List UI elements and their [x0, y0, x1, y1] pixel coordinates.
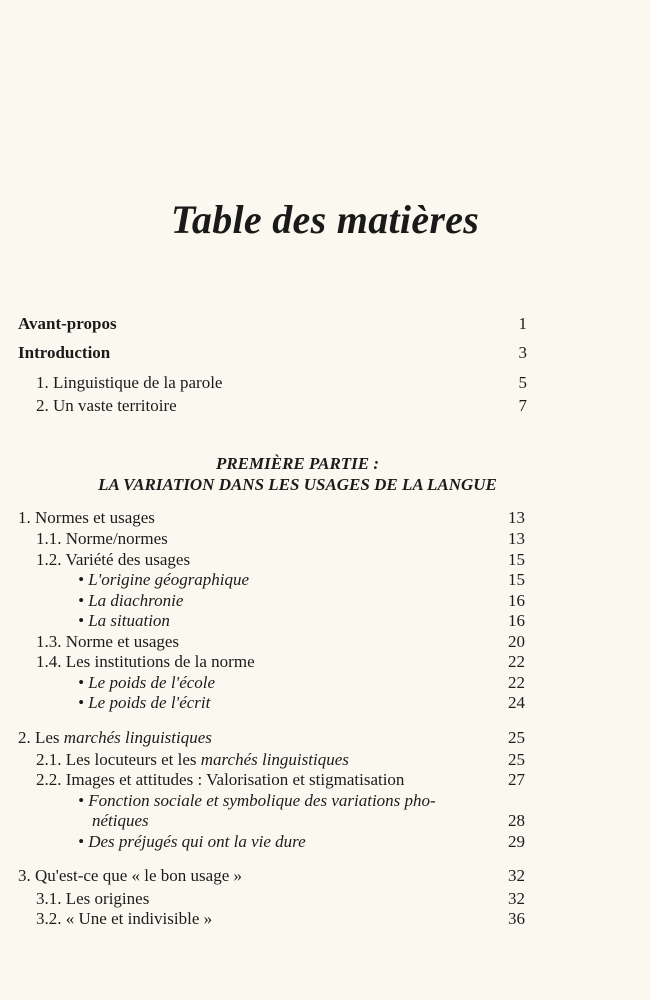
toc-entry-label-italic: marchés linguistiques — [63, 728, 212, 747]
toc-entry-poids-ecrit[interactable] — [78, 693, 525, 713]
toc-entry-label — [36, 750, 501, 770]
toc-entry-page: 5 — [518, 373, 527, 392]
toc-entry-label: 2. Un vaste territoire — [36, 396, 177, 415]
toc-entry-page: 13 — [508, 508, 525, 527]
toc-entry-label: • La diachronie — [78, 591, 184, 610]
toc-entry-label: Introduction — [18, 343, 111, 362]
toc-entry-label: Avant-propos — [18, 314, 117, 333]
toc-entry-introduction[interactable] — [18, 343, 527, 363]
toc-entry-section-3[interactable] — [18, 866, 525, 886]
toc-entry-fonction-sociale-cont[interactable] — [92, 811, 525, 831]
toc-entry-label: • Des préjugés qui ont la vie dure — [78, 832, 306, 851]
toc-entry-section-2[interactable] — [18, 728, 525, 748]
toc-entry-page: 22 — [508, 652, 525, 671]
toc-entry-label: • Le poids de l'écrit — [78, 693, 211, 712]
toc-entry-label: • Le poids de l'école — [78, 673, 216, 692]
part-heading-line1: PREMIÈRE PARTIE : — [215, 454, 380, 473]
toc-entry-label: 2.2. Images et attitudes : Valorisation et stigmatisation — [36, 770, 405, 789]
toc-entry-label: 3.2. « Une et indivisible » — [36, 909, 213, 928]
toc-entry-label: 3.1. Les origines — [36, 889, 150, 908]
toc-entry-page: 1 — [518, 314, 527, 333]
toc-entry-label: 1.4. Les institutions de la norme — [36, 652, 255, 671]
toc-entry-label: • L'origine géographique — [78, 570, 250, 589]
toc-entry-2-2[interactable] — [36, 770, 525, 790]
toc-entry-label: 3. Qu'est-ce que « le bon usage » — [18, 866, 242, 885]
toc-entry-page: 16 — [508, 611, 525, 630]
toc-entry-2-1[interactable] — [36, 750, 525, 770]
toc-entry-page: 13 — [508, 529, 525, 548]
page-title: Table des matières — [170, 197, 480, 242]
part-heading-line2: LA VARIATION DANS LES USAGES DE LA LANGUE — [98, 475, 497, 494]
toc-entry-page: 20 — [508, 632, 525, 651]
toc-entry-page: 3 — [518, 343, 527, 362]
toc-entry-1-3[interactable] — [36, 632, 525, 652]
toc-entry-page: 25 — [508, 728, 525, 747]
toc-entry-vaste-territoire[interactable] — [36, 396, 527, 416]
toc-entry-page: 24 — [508, 693, 525, 712]
toc-entry-diachronie[interactable] — [78, 591, 525, 611]
toc-entry-label: 1.3. Norme et usages — [36, 632, 180, 651]
toc-entry-page: 36 — [508, 909, 525, 928]
toc-entry-section-1[interactable] — [18, 508, 525, 528]
toc-entry-origine-geographique[interactable] — [78, 570, 525, 590]
toc-entry-1-1[interactable] — [36, 529, 525, 549]
toc-entry-page: 15 — [508, 550, 525, 569]
toc-entry-page: 27 — [508, 770, 525, 789]
toc-entry-label: 1.1. Norme/normes — [36, 529, 168, 548]
toc-entry-label — [18, 728, 501, 748]
toc-entry-label-italic: marchés linguistiques — [200, 750, 349, 769]
toc-entry-label: 1. Normes et usages — [18, 508, 155, 527]
toc-entry-3-2[interactable] — [36, 909, 525, 929]
toc-entry-3-1[interactable] — [36, 889, 525, 909]
toc-entry-situation[interactable] — [78, 611, 525, 631]
toc-entry-label-plain: 2.1. Les locuteurs et les — [36, 750, 201, 769]
toc-entry-label: • La situation — [78, 611, 170, 630]
toc-entry-page: 28 — [508, 811, 525, 830]
toc-entry-fonction-sociale[interactable] — [78, 791, 525, 811]
toc-entry-label-plain: 2. Les — [18, 728, 64, 747]
toc-entry-poids-ecole[interactable] — [78, 673, 525, 693]
toc-entry-prejuges[interactable] — [78, 832, 525, 852]
toc-entry-page: 16 — [508, 591, 525, 610]
toc-entry-page: 32 — [508, 866, 525, 885]
toc-entry-1-2[interactable] — [36, 550, 525, 570]
toc-entry-page: 29 — [508, 832, 525, 851]
toc-entry-label: 1.2. Variété des usages — [36, 550, 191, 569]
toc-entry-linguistique-parole[interactable] — [36, 373, 527, 393]
toc-entry-page: 25 — [508, 750, 525, 769]
toc-entry-page: 7 — [518, 396, 527, 415]
toc-entry-1-4[interactable] — [36, 652, 525, 672]
toc-entry-label: 1. Linguistique de la parole — [36, 373, 223, 392]
toc-entry-avant-propos[interactable] — [18, 314, 527, 334]
toc-entry-page: 15 — [508, 570, 525, 589]
toc-entry-label: • Fonction sociale et symbolique des variations pho- — [78, 791, 436, 810]
toc-entry-page: 22 — [508, 673, 525, 692]
toc-entry-page: 32 — [508, 889, 525, 908]
toc-entry-label: nétiques — [92, 811, 149, 830]
